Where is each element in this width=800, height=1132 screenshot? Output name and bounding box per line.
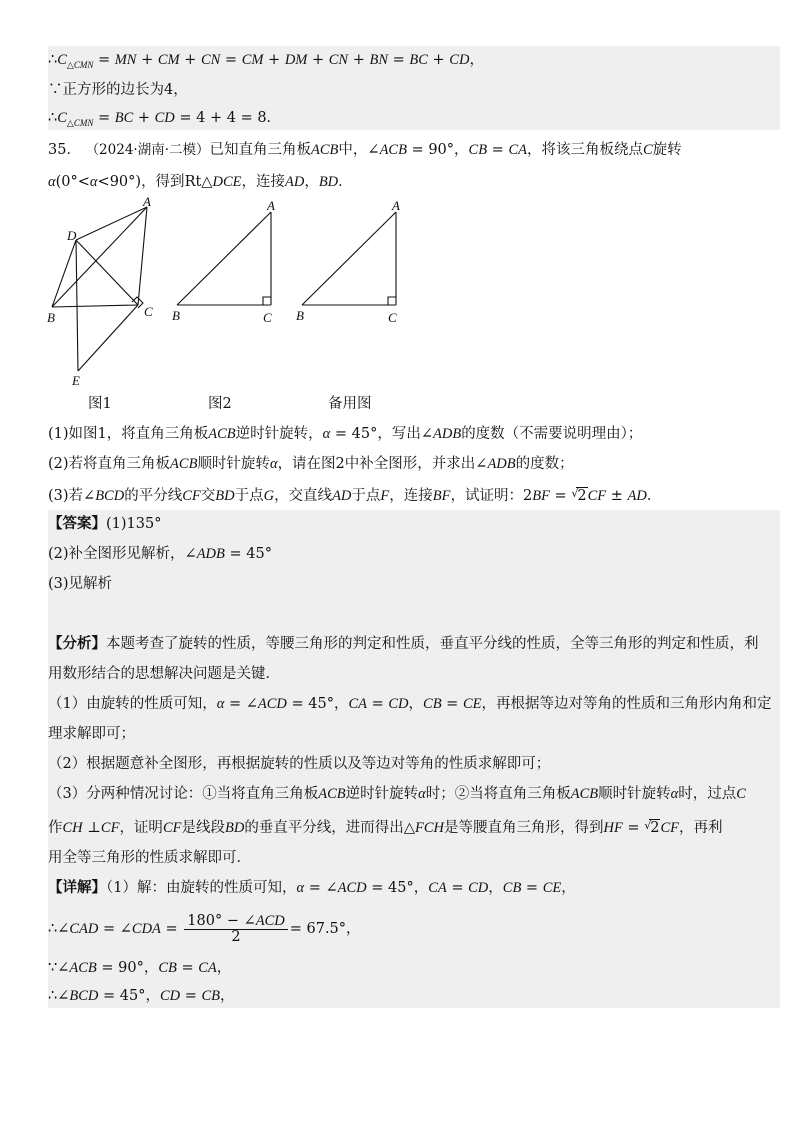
fig3-label-C: C bbox=[388, 310, 397, 325]
question-stem-line-1: 35． （2024·湖南·二模）已知直角三角板ACB中，∠ACB = 90°，CB = CA，将该三角板绕点C旋转 bbox=[48, 142, 682, 158]
question-part-3: (3)若∠BCD的平分线CF交BD于点G，交直线AD于点F，连接BF，试证明：2BF = √2CF ± AD． bbox=[48, 487, 662, 504]
figure-2 bbox=[168, 196, 288, 328]
fig1-label-B: B bbox=[47, 310, 55, 325]
detail-line-3: ∵∠ACB = 90°，CB = CA， bbox=[48, 960, 232, 976]
detail-tag: 【详解】 bbox=[48, 879, 106, 896]
figure-backup bbox=[292, 196, 412, 328]
question-part-1: (1)如图1，将直角三角板ACB逆时针旋转，α = 45°，写出∠ADB的度数（不需要说明理由）； bbox=[48, 426, 643, 442]
question-source: （2024·湖南·二模） bbox=[85, 142, 210, 158]
detail-line-2: ∴∠CAD = ∠CDA = $\frac{\text{180° − ∠ACD}}{2}$ = 67.5°， bbox=[48, 912, 361, 945]
question-number: 35． bbox=[48, 142, 81, 158]
answer-line-1: 【答案】(1)135° bbox=[48, 515, 162, 532]
fig1-label-E: E bbox=[72, 373, 80, 388]
fig1-label-D: D bbox=[67, 228, 77, 243]
analysis-line-6: （3）分两种情况讨论：①当将直角三角板ACB逆时针旋转α时；②当将直角三角板ACB顺时针旋转α时，过点C bbox=[48, 786, 746, 802]
analysis-tag: 【分析】 bbox=[48, 635, 106, 652]
fig1-label-C: C bbox=[144, 304, 153, 319]
analysis-line-1: 【分析】本题考查了旋转的性质，等腰三角形的判定和性质，垂直平分线的性质，全等三角形的判定和性质，利 bbox=[48, 635, 759, 652]
fig3-label-B: B bbox=[296, 308, 304, 323]
detail-line-4: ∴∠BCD = 45°，CD = CB， bbox=[48, 988, 235, 1004]
analysis-line-5: （2）根据题意补全图形，再根据旋转的性质以及等边对等角的性质求解即可； bbox=[48, 756, 551, 772]
prev-line-1: $\therefore C_{\triangle CMN}$ = MN + CM + CN = CM + DM + CN + BN = BC + CD， bbox=[48, 52, 484, 71]
analysis-line-3: （1）由旋转的性质可知，α = ∠ACD = 45°，CA = CD，CB = CE，再根据等边对等角的性质和三角形内角和定 bbox=[48, 696, 772, 712]
answer-tag: 【答案】 bbox=[48, 515, 106, 532]
figure-1 bbox=[44, 196, 164, 388]
caption-figure-backup: 备用图 bbox=[328, 396, 372, 412]
analysis-line-7: 作CH ⊥CF，证明CF是线段BD的垂直平分线，进而得出△FCH是等腰直角三角形，得到HF = √2CF，再利 bbox=[48, 819, 723, 836]
fig2-label-C: C bbox=[263, 310, 272, 325]
caption-figure-2: 图2 bbox=[208, 396, 232, 412]
answer-line-3: (3)见解析 bbox=[48, 576, 113, 592]
analysis-line-4: 理求解即可； bbox=[48, 726, 135, 742]
answer-line-2: (2)补全图形见解析，∠ADB = 45° bbox=[48, 546, 272, 562]
analysis-line-2: 用数形结合的思想解决问题是关键． bbox=[48, 666, 280, 682]
caption-figure-1: 图1 bbox=[88, 396, 112, 412]
fig2-label-A: A bbox=[267, 198, 275, 213]
analysis-line-8: 用全等三角形的性质求解即可． bbox=[48, 850, 251, 866]
fig2-label-B: B bbox=[172, 308, 180, 323]
question-stem-line-2: α(0°<α<90°)，得到Rt△DCE，连接AD，BD． bbox=[48, 174, 353, 190]
fig1-label-A: A bbox=[143, 196, 151, 209]
fig3-label-A: A bbox=[392, 198, 400, 213]
prev-line-3: $\therefore C_{\triangle CMN}$ = BC + CD = 4 + 4 = 8． bbox=[48, 110, 282, 129]
prev-line-2: ∵正方形的边长为4， bbox=[48, 82, 188, 98]
question-part-2: (2)若将直角三角板ACB顺时针旋转α，请在图2中补全图形，并求出∠ADB的度数； bbox=[48, 456, 574, 472]
detail-line-1: 【详解】（1）解：由旋转的性质可知，α = ∠ACD = 45°，CA = CD，CB = CE， bbox=[48, 879, 576, 896]
fraction: $\frac{\text{180° − ∠ACD}}{2}$ bbox=[184, 914, 287, 945]
